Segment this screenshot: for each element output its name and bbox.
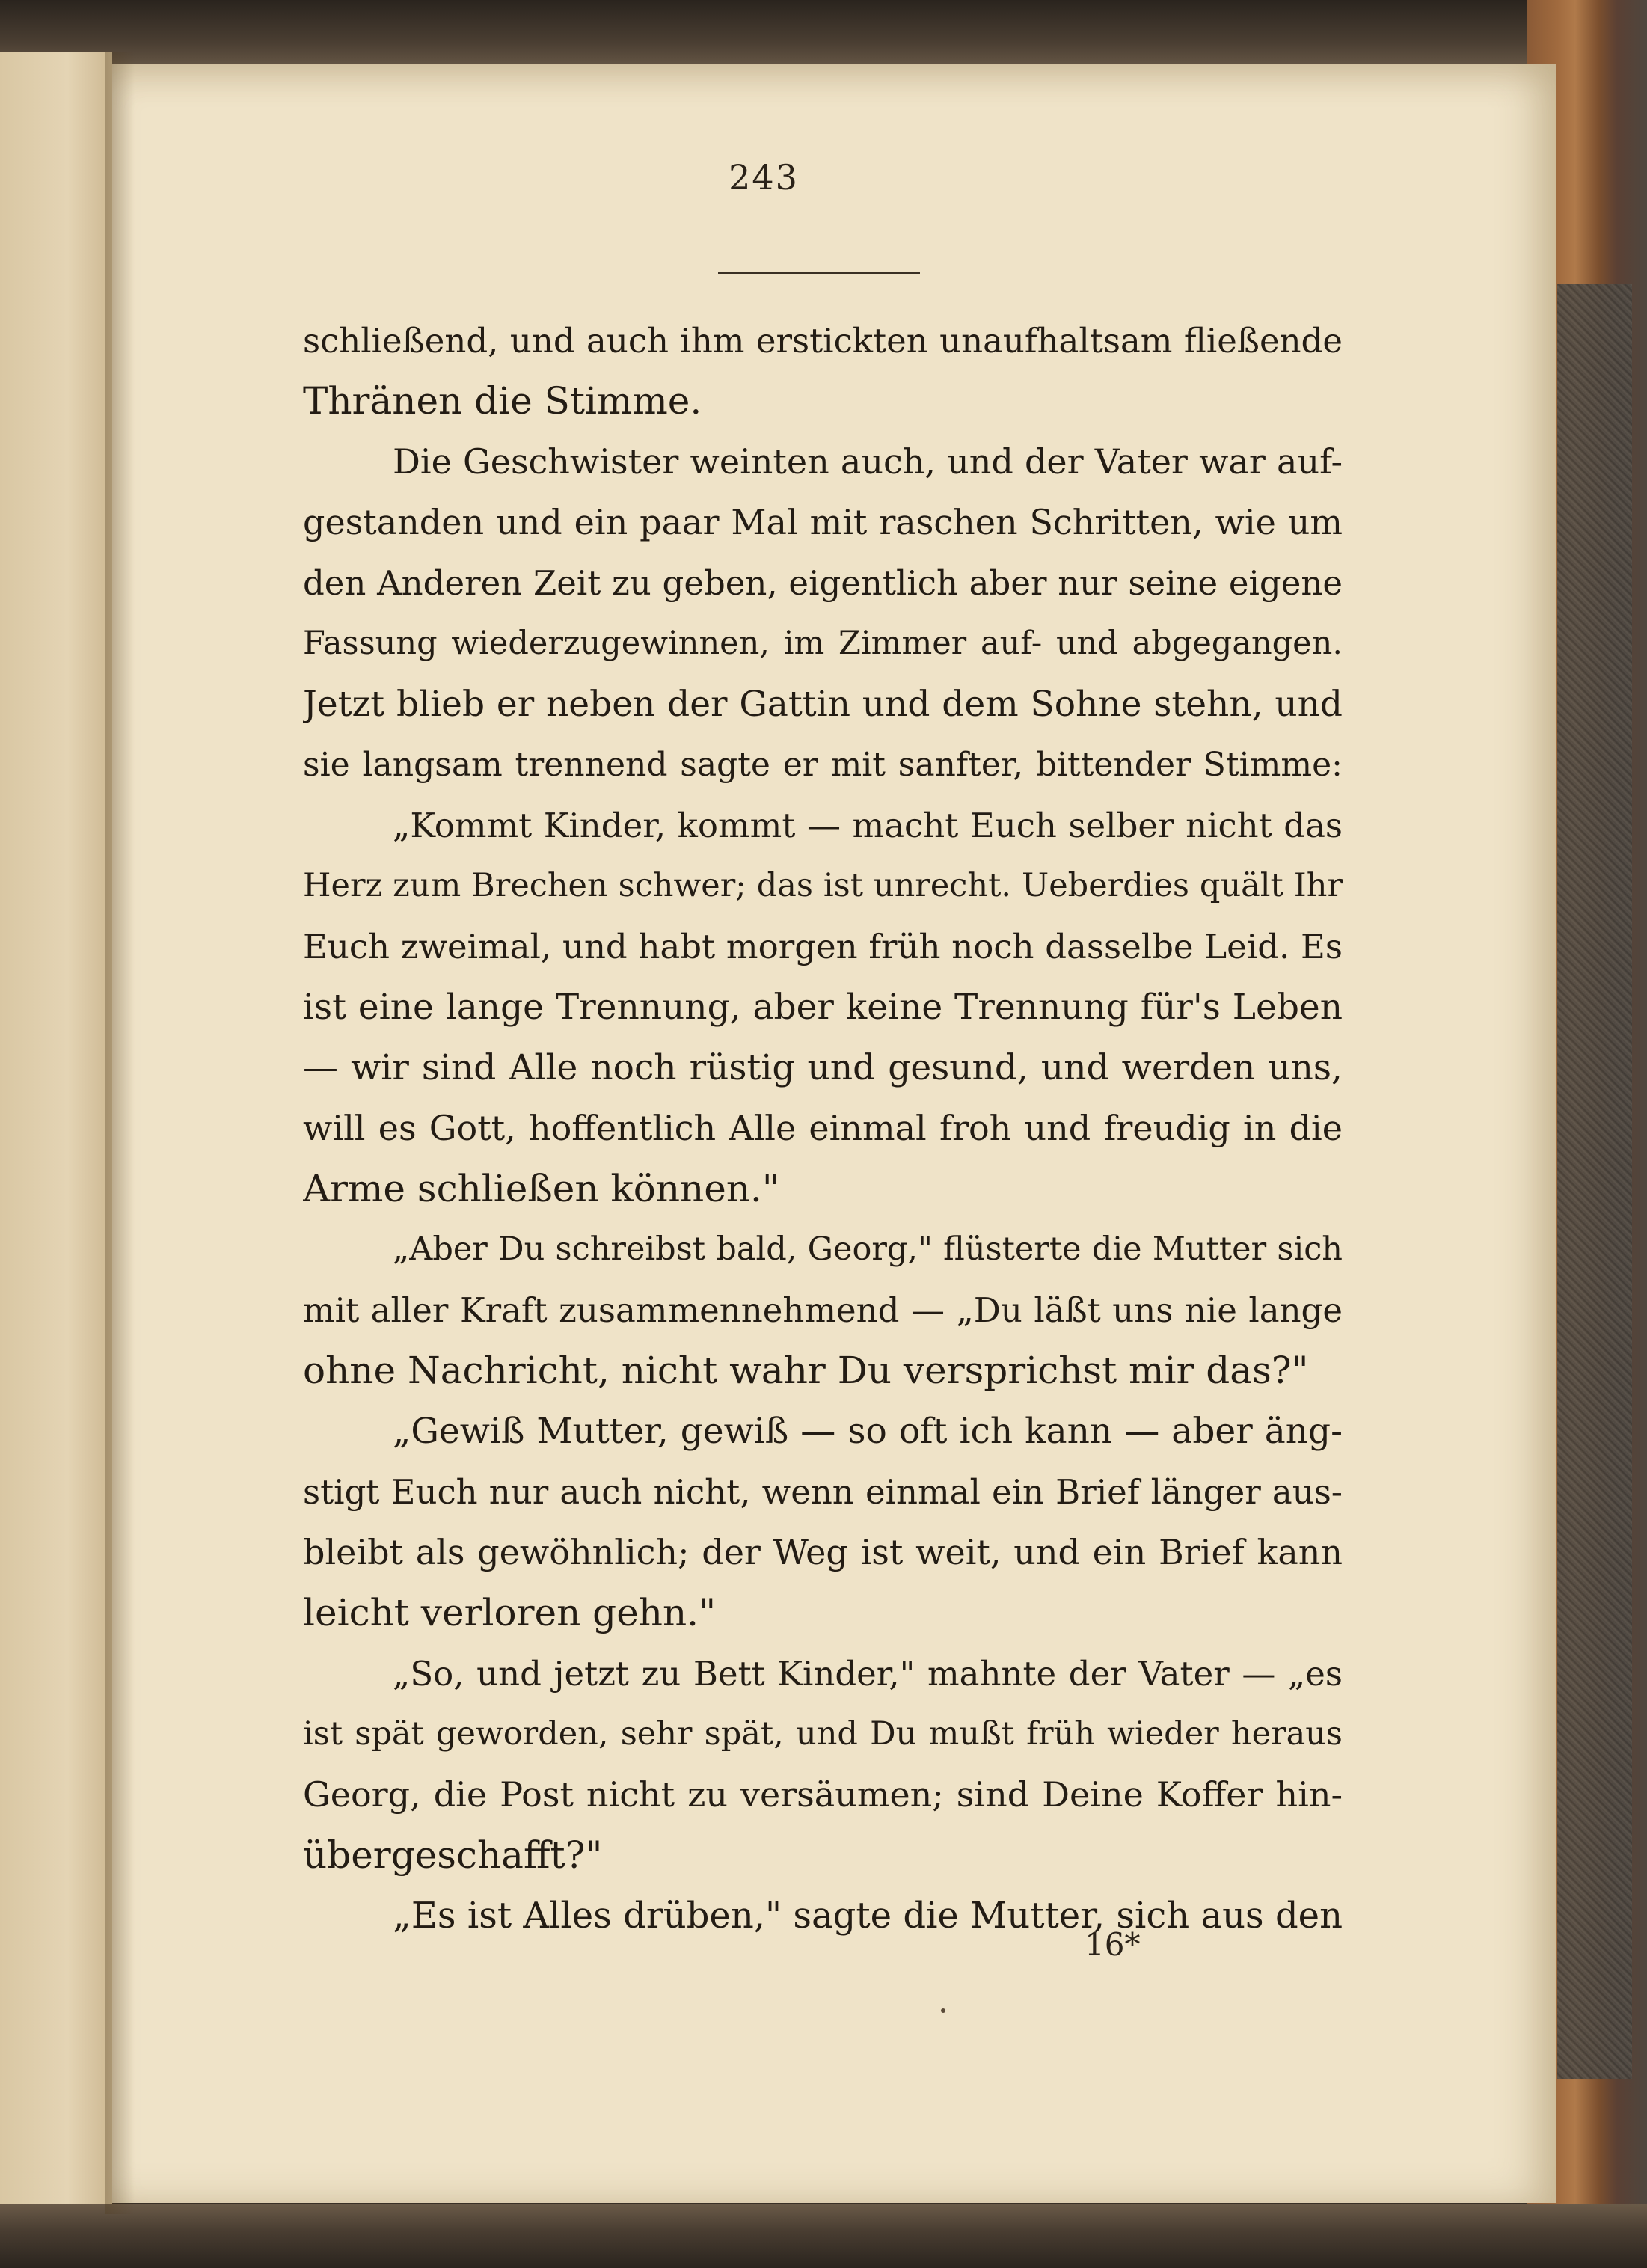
text-line: Herz zum Brechen schwer; das ist unrecht. Ueberdies quält Ihr	[303, 867, 1343, 904]
text-line: schließend, und auch ihm erstickten unaufhaltsam fließende	[303, 321, 1343, 361]
text-line: „Gewiß Mutter, gewiß — so oft ich kann — aber äng-	[393, 1411, 1343, 1452]
text-line: — wir sind Alle noch rüstig und gesund, und werden uns,	[303, 1047, 1343, 1088]
text-line: ohne Nachricht, nicht wahr Du versprichst mir das?"	[303, 1349, 1309, 1392]
text-line: leicht verloren gehn."	[303, 1591, 717, 1634]
text-line: übergeschafft?"	[303, 1833, 603, 1877]
text-line: den Anderen Zeit zu geben, eigentlich aber nur seine eigene	[303, 563, 1343, 603]
text-line: Die Geschwister weinten auch, und der Vater war auf-	[393, 441, 1343, 482]
text-line: ist eine lange Trennung, aber keine Trennung für's Leben	[303, 987, 1343, 1028]
text-line: will es Gott, hoffentlich Alle einmal froh und freudig in die	[303, 1108, 1343, 1148]
text-line: Euch zweimal, und habt morgen früh noch dasselbe Leid. Es	[303, 927, 1343, 966]
text-line: Georg, die Post nicht zu versäumen; sind Deine Koffer hin-	[303, 1774, 1343, 1815]
text-line: „Es ist Alles drüben," sagte die Mutter, sich aus den	[393, 1895, 1343, 1937]
book-binding-top	[0, 0, 1647, 71]
text-line: bleibt als gewöhnlich; der Weg ist weit, und ein Brief kann	[303, 1532, 1343, 1572]
text-line: Arme schließen können."	[303, 1167, 779, 1210]
facing-page-edge	[0, 52, 112, 2214]
text-line: „Aber Du schreibst bald, Georg," flüsterte die Mutter sich	[393, 1230, 1343, 1268]
printer-signature: 16*	[1085, 1926, 1141, 1963]
header-rule	[718, 272, 920, 274]
text-line: stigt Euch nur auch nicht, wenn einmal ein Brief länger aus-	[303, 1472, 1343, 1512]
text-line: Fassung wiederzugewinnen, im Zimmer auf- und abgegangen.	[303, 625, 1343, 662]
book-binding-bottom	[0, 2204, 1647, 2268]
text-line: gestanden und ein paar Mal mit raschen Schritten, wie um	[303, 502, 1343, 542]
page-number: 243	[729, 157, 799, 197]
paper-speck	[941, 2008, 945, 2013]
text-line: Thränen die Stimme.	[303, 379, 702, 423]
text-line: mit aller Kraft zusammennehmend — „Du läßt uns nie lange	[303, 1290, 1343, 1330]
text-line: „Kommt Kinder, kommt — macht Euch selber nicht das	[393, 806, 1343, 845]
cover-marbled-board	[1557, 284, 1632, 2079]
body-text	[303, 310, 1343, 1946]
page-number-row	[0, 157, 1647, 197]
page-gutter-shadow	[105, 52, 135, 2214]
text-line: ist spät geworden, sehr spät, und Du mußt früh wieder heraus	[303, 1715, 1343, 1753]
text-line: Jetzt blieb er neben der Gattin und dem Sohne stehn, und	[303, 684, 1343, 725]
text-line: „So, und jetzt zu Bett Kinder," mahnte der Vater — „es	[393, 1654, 1343, 1694]
text-line: sie langsam trennend sagte er mit sanfter, bittender Stimme:	[303, 746, 1343, 784]
